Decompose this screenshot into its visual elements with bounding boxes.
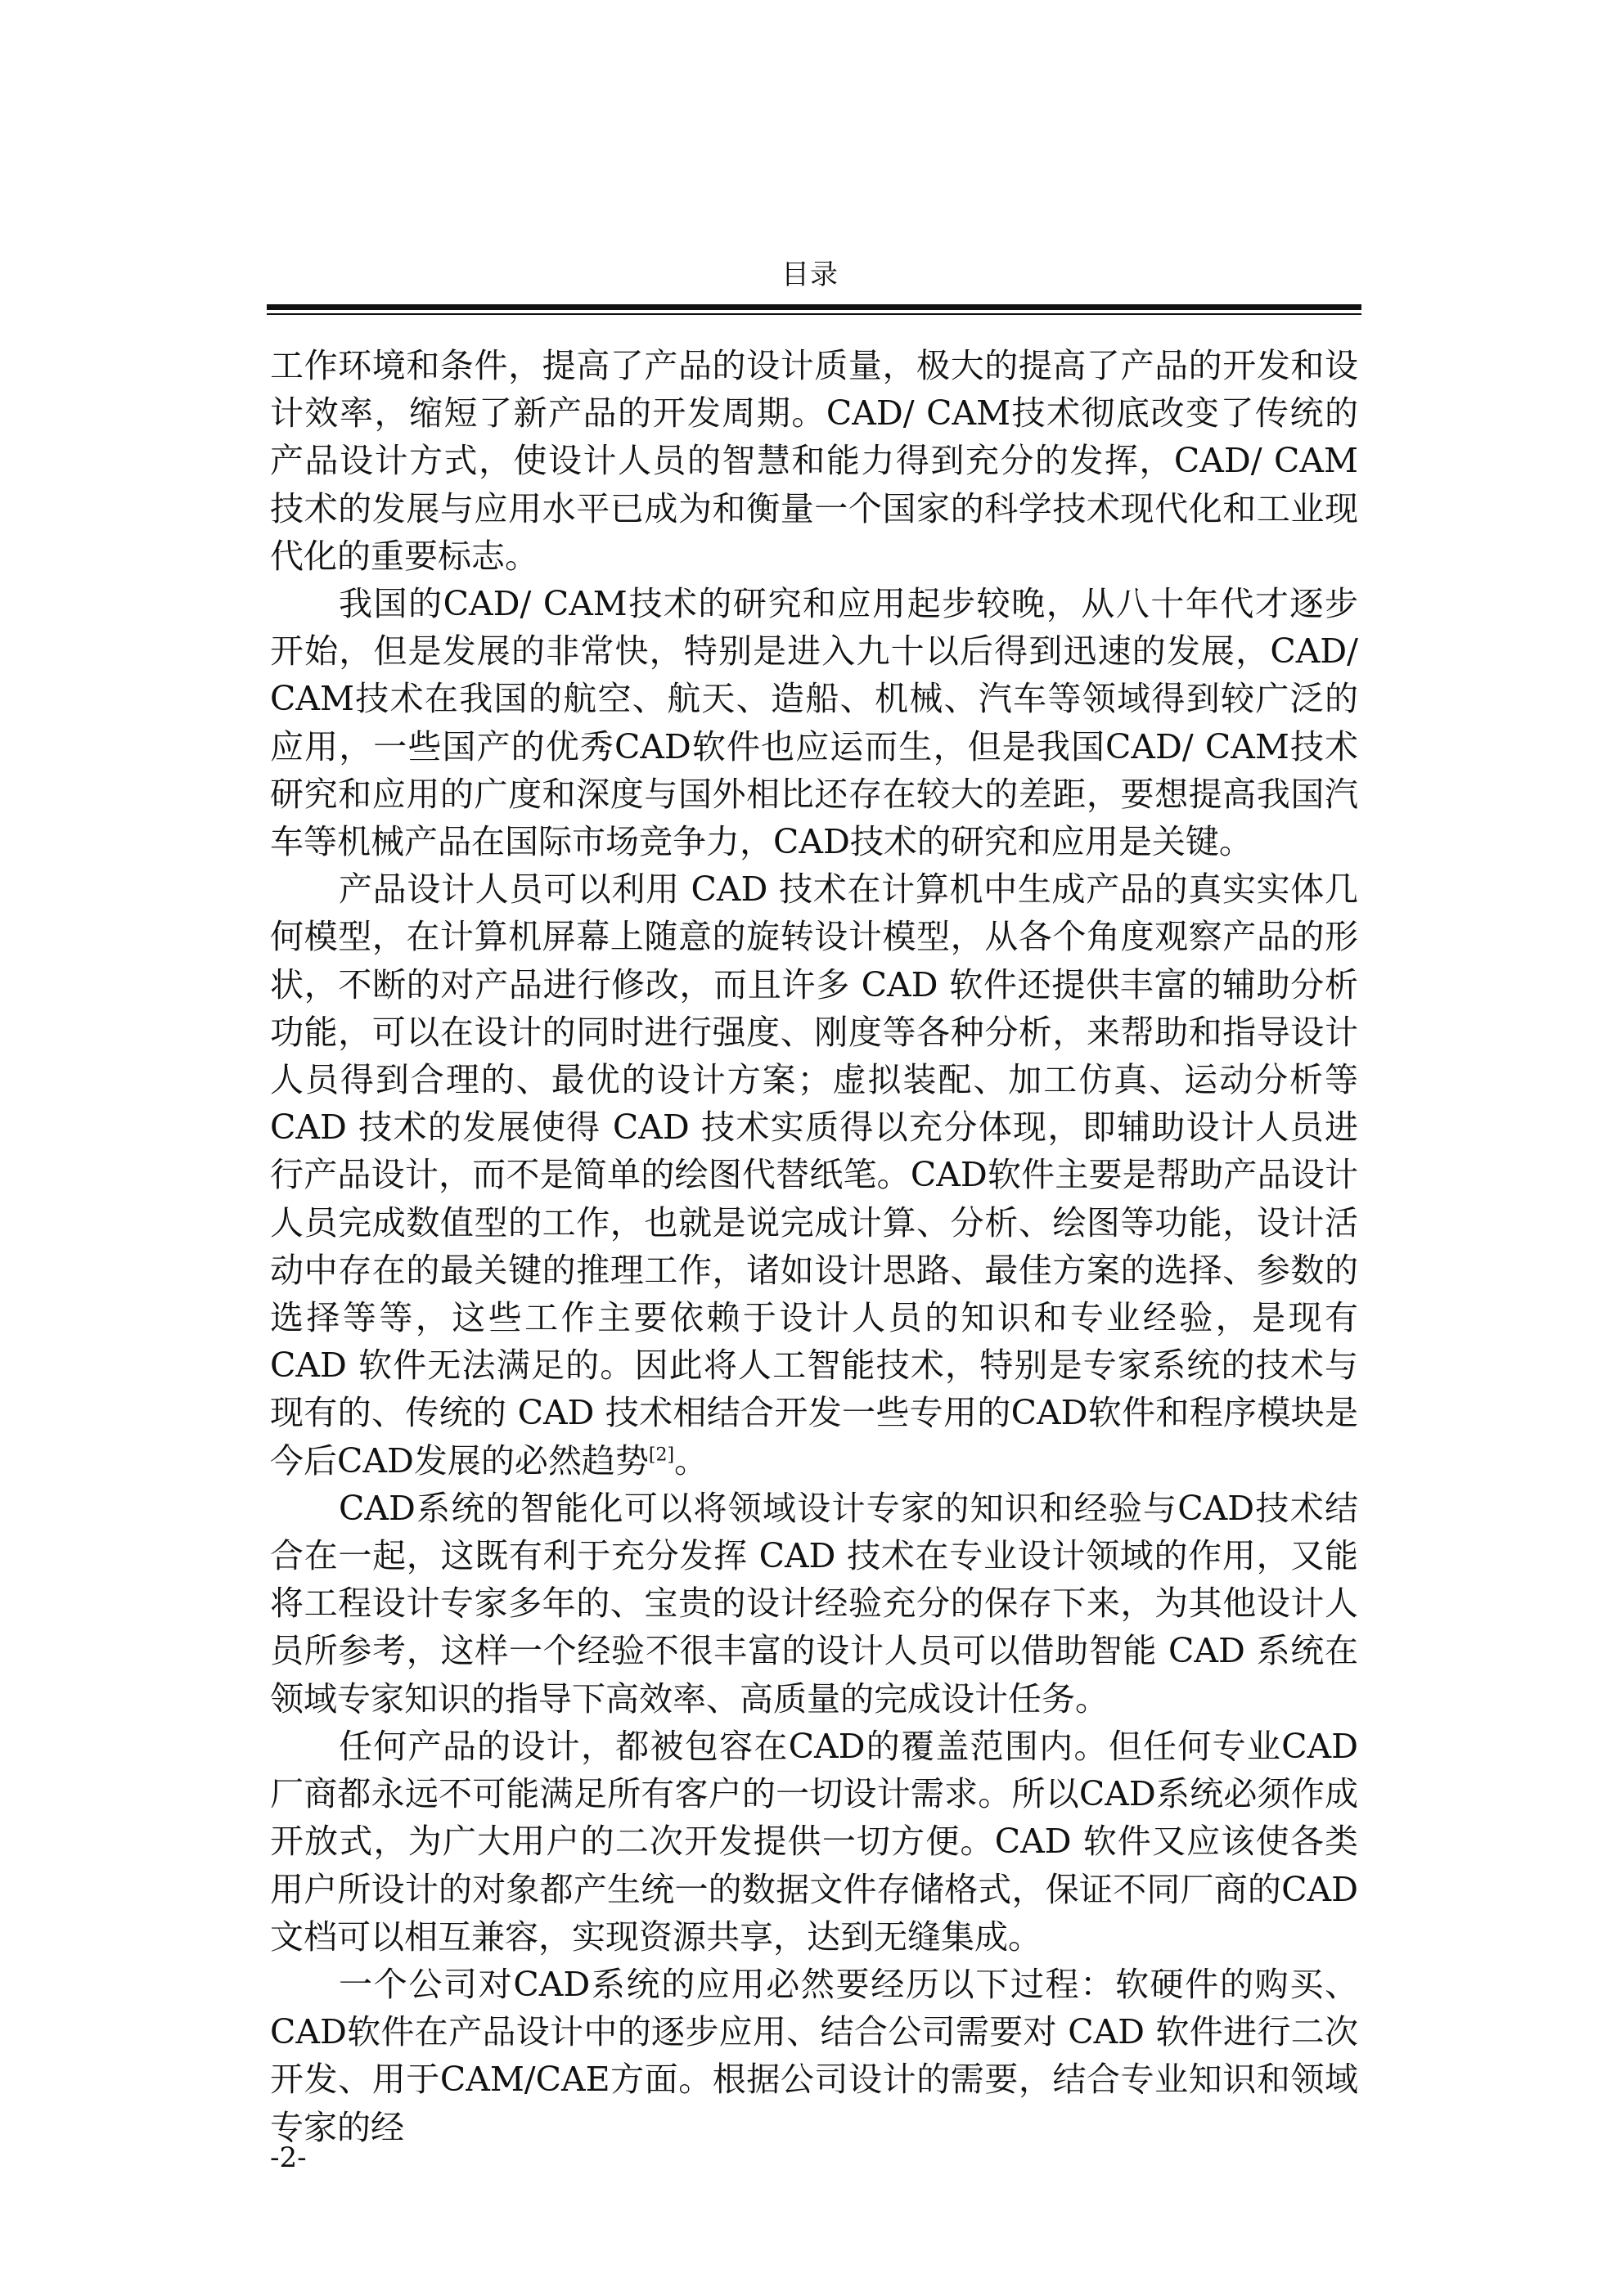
- paragraph-4: CAD系统的智能化可以将领域设计专家的知识和经验与CAD技术结合在一起，这既有利于充分发挥 CAD 技术在专业设计领域的作用，又能将工程设计专家多年的、宝贵的设计经验充分的保存下来，为其他设计人员所参考，这样一个经验不很丰富的设计人员可以借助智能 CAD 系统在领域专家知识的指导下高效率、高质量的完成设计任务。: [270, 1488, 1358, 1719]
- paragraph-5: 任何产品的设计，都被包容在CAD的覆盖范围内。但任何专业CAD厂商都永远不可能满足所有客户的一切设计需求。所以CAD系统必须作成开放式，为广大用户的二次开发提供一切方便。CAD 软件又应该使各类用户所设计的对象都产生统一的数据文件存储格式，保证不同厂商的CAD文档可以相互兼容，实现资源共享，达到无缝集成。: [270, 1726, 1358, 1957]
- body-text: [270, 342, 1358, 2151]
- paragraph-3-end: 。: [674, 1440, 709, 1480]
- paragraph-3-text: 产品设计人员可以利用 CAD 技术在计算机中生成产品的真实实体几何模型，在计算机屏幕上随意的旋转设计模型，从各个角度观察产品的形状，不断的对产品进行修改，而且许多 CAD 软件还提供丰富的辅助分析功能，可以在设计的同时进行强度、刚度等各种分析，来帮助和指导设计人员得到合理的、最优的设计方案；虚拟装配、加工仿真、运动分析等 CAD 技术的发展使得 CAD 技术实质得以充分体现，即辅助设计人员进行产品设计，而不是简单的绘图代替纸笔。CAD软件主要是帮助产品设计人员完成数值型的工作，也就是说完成计算、分析、绘图等功能，设计活动中存在的最关键的推理工作，诸如设计思路、最佳方案的选择、参数的选择等等，这些工作主要依赖于设计人员的知识和专业经验，是现有 CAD 软件无法满足的。因此将人工智能技术，特别是专家系统的技术与现有的、传统的 CAD 技术相结合开发一些专用的CAD软件和程序模块是今后CAD发展的必然趋势: [270, 869, 1358, 1480]
- running-header-title: 目录: [781, 258, 839, 291]
- header-rule-thin: [267, 313, 1361, 315]
- paragraph-1: 工作环境和条件，提高了产品的设计质量，极大的提高了产品的开发和设计效率，缩短了新产品的开发周期。CAD/ CAM技术彻底改变了传统的产品设计方式，使设计人员的智慧和能力得到充分的发挥，CAD/ CAM技术的发展与应用水平已成为和衡量一个国家的科学技术现代化和工业现代化的重要标志。: [270, 346, 1358, 576]
- paragraph-6: 一个公司对CAD系统的应用必然要经历以下过程：软硬件的购买、CAD软件在产品设计中的逐步应用、结合公司需要对 CAD 软件进行二次开发、用于CAM/CAE方面。根据公司设计的需要，结合专业知识和领域专家的经: [270, 1964, 1358, 2147]
- page-number: -2-: [270, 2141, 307, 2174]
- header-rule-thick: [267, 304, 1361, 310]
- paragraph-3: [270, 865, 1358, 1485]
- paragraph-2: 我国的CAD/ CAM技术的研究和应用起步较晚，从八十年代才逐步开始，但是发展的非常快，特别是进入九十以后得到迅速的发展，CAD/ CAM技术在我国的航空、航天、造船、机械、汽车等领域得到较广泛的应用，一些国产的优秀CAD软件也应运而生，但是我国CAD/ CAM技术研究和应用的广度和深度与国外相比还存在较大的差距，要想提高我国汽车等机械产品在国际市场竞争力，CAD技术的研究和应用是关键。: [270, 584, 1358, 862]
- citation-ref: [2]: [648, 1445, 675, 1466]
